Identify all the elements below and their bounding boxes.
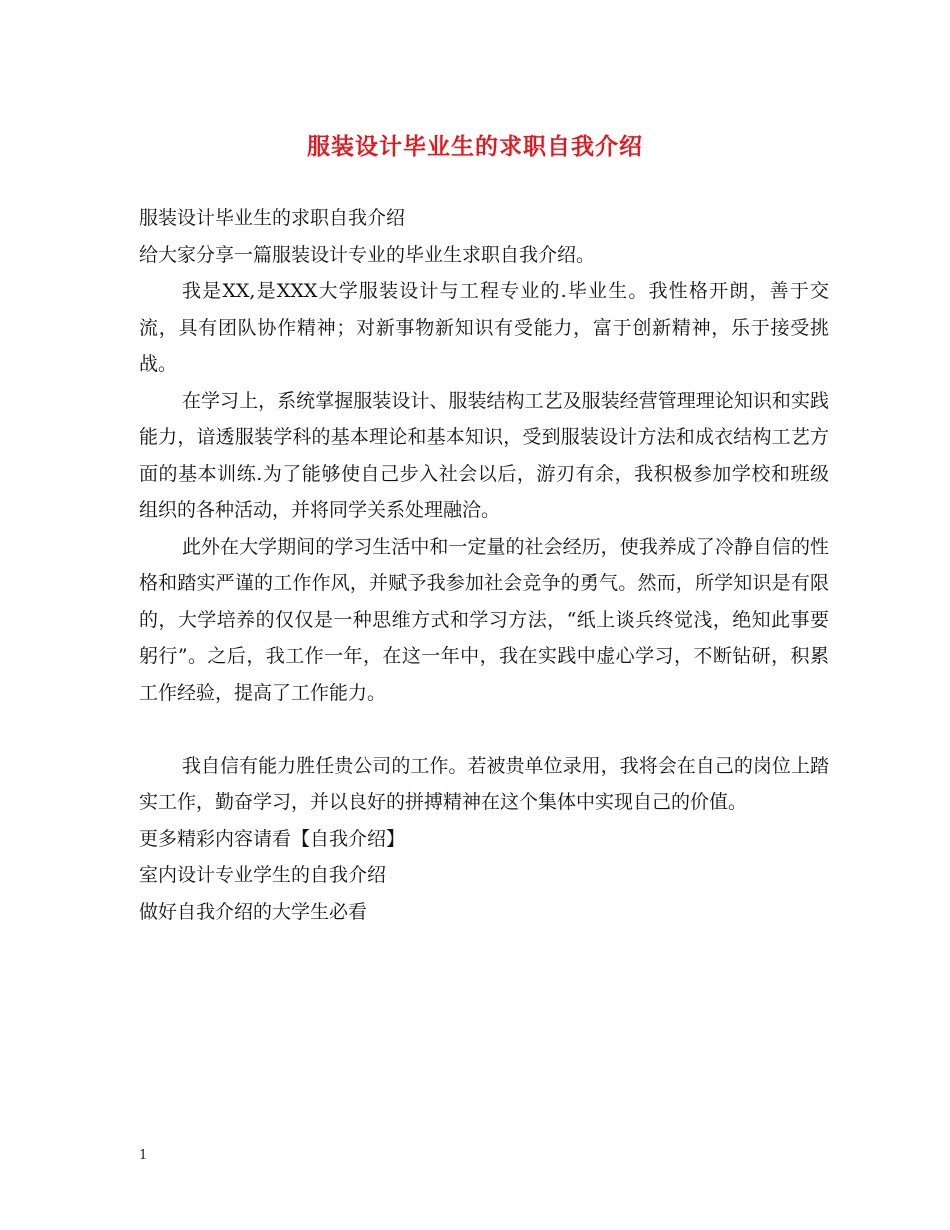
paragraph-introduction: 我是XX,是XXX大学服装设计与工程专业的.毕业生。我性格开朗，善于交流，具有团队协作精神；对新事物新知识有受能力，富于创新精神，乐于接受挑战。 xyxy=(139,280,829,375)
page-number: 1 xyxy=(139,1148,148,1163)
paragraph-conclusion: 我自信有能力胜任贵公司的工作。若被贵单位录用，我将会在自己的岗位上踏实工作，勤奋学习，并以良好的拼搏精神在这个集体中实现自己的价值。 xyxy=(139,754,829,813)
document-body xyxy=(139,200,829,930)
related-link-self-introduction[interactable]: 做好自我介绍的大学生必看 xyxy=(139,900,368,923)
document-subtitle: 服装设计毕业生的求职自我介绍 xyxy=(139,207,406,229)
more-content-link[interactable]: 更多精彩内容请看【自我介绍】 xyxy=(139,827,406,850)
paragraph-study: 在学习上，系统掌握服装设计、服装结构工艺及服装经营管理理论知识和实践能力，谙透服装学科的基本理论和基本知识，受到服装设计方法和成衣结构工艺方面的基本训练.为了能够使自己步入社会以后，游刃有余，我积极参加学校和班级组织的各种活动，并将同学关系处理融洽。 xyxy=(139,389,829,521)
paragraph-experience: 此外在大学期间的学习生活中和一定量的社会经历，使我养成了冷静自信的性格和踏实严谨的工作作风，并赋予我参加社会竞争的勇气。然而，所学知识是有限的，大学培养的仅仅是一种思维方式和学习方法，“纸上谈兵终觉浅，绝知此事要躬行”。之后，我工作一年，在这一年中，我在实践中虚心学习，不断钻研，积累工作经验，提高了工作能力。 xyxy=(139,535,829,704)
intro-line: 给大家分享一篇服装设计专业的毕业生求职自我介绍。 xyxy=(139,243,596,266)
related-link-interior-design[interactable]: 室内设计专业学生的自我介绍 xyxy=(139,864,387,886)
blank-line xyxy=(139,711,829,748)
document-title: 服装设计毕业生的求职自我介绍 xyxy=(307,133,643,160)
